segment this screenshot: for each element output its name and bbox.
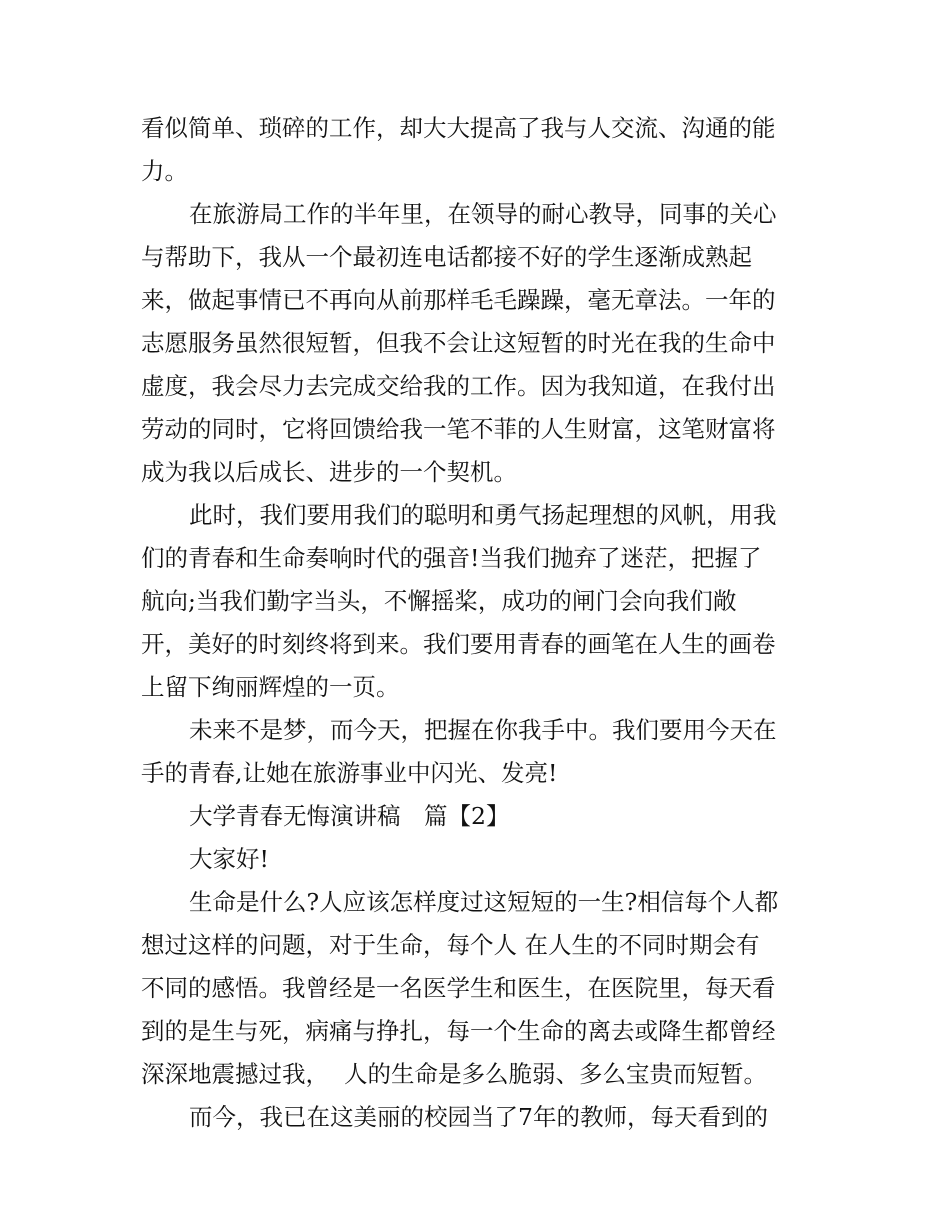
text-line: 劳动的同时，它将回馈给我一笔不菲的人生财富，这笔财富将 (141, 415, 776, 443)
text-line: 来，做起事情已不再向从前那样毛毛躁躁，毫无章法。一年的 (141, 286, 776, 314)
text-line: 想过这样的问题，对于生命，每个人 在人生的不同时期会有 (141, 931, 760, 959)
text-line: 力。 (141, 157, 188, 185)
paragraph-start-line: 生命是什么?人应该怎样度过这短短的一生?相信每个人都 (189, 888, 779, 916)
text-line: 不同的感悟。我曾经是一名医学生和医生，在医院里，每天看 (141, 974, 776, 1002)
text-line: 与帮助下，我从一个最初连电话都接不好的学生逐渐成熟起 (141, 243, 752, 271)
text-line: 开，美好的时刻终将到来。我们要用青春的画笔在人生的画卷 (141, 630, 776, 658)
text-line: 上留下绚丽辉煌的一页。 (141, 673, 400, 701)
text-line: 志愿服务虽然很短暂，但我不会让这短暂的时光在我的生命中 (141, 329, 776, 357)
text-line: 到的是生与死，病痛与挣扎，每一个生命的离去或降生都曾经 (141, 1017, 776, 1045)
text-line: 虚度，我会尽力去完成交给我的工作。因为我知道，在我付出 (141, 372, 776, 400)
text-line: 成为我以后成长、进步的一个契机。 (141, 458, 517, 486)
text-line: 看似简单、琐碎的工作，却大大提高了我与人交流、沟通的能 (141, 114, 776, 142)
paragraph-start-line: 此时，我们要用我们的聪明和勇气扬起理想的风帆，用我 (189, 501, 777, 529)
paragraph-start-line: 未来不是梦，而今天，把握在你我手中。我们要用今天在 (189, 716, 777, 744)
text-line: 深深地震撼过我， 人的生命是多么脆弱、多么宝贵而短暂。 (141, 1060, 767, 1088)
paragraph-start-line: 在旅游局工作的半年里，在领导的耐心教导，同事的关心 (189, 200, 777, 228)
greeting-line: 大家好! (189, 845, 269, 873)
section-heading: 大学青春无悔演讲稿 篇【2】 (189, 802, 510, 830)
text-line: 们的青春和生命奏响时代的强音!当我们抛弃了迷茫，把握了 (141, 544, 762, 572)
text-line: 手的青春,让她在旅游事业中闪光、发亮! (141, 759, 558, 787)
paragraph-start-line: 而今，我已在这美丽的校园当了7年的教师，每天看到的 (189, 1103, 768, 1131)
text-line: 航向;当我们勤字当头，不懈摇桨，成功的闸门会向我们敞 (141, 587, 737, 615)
